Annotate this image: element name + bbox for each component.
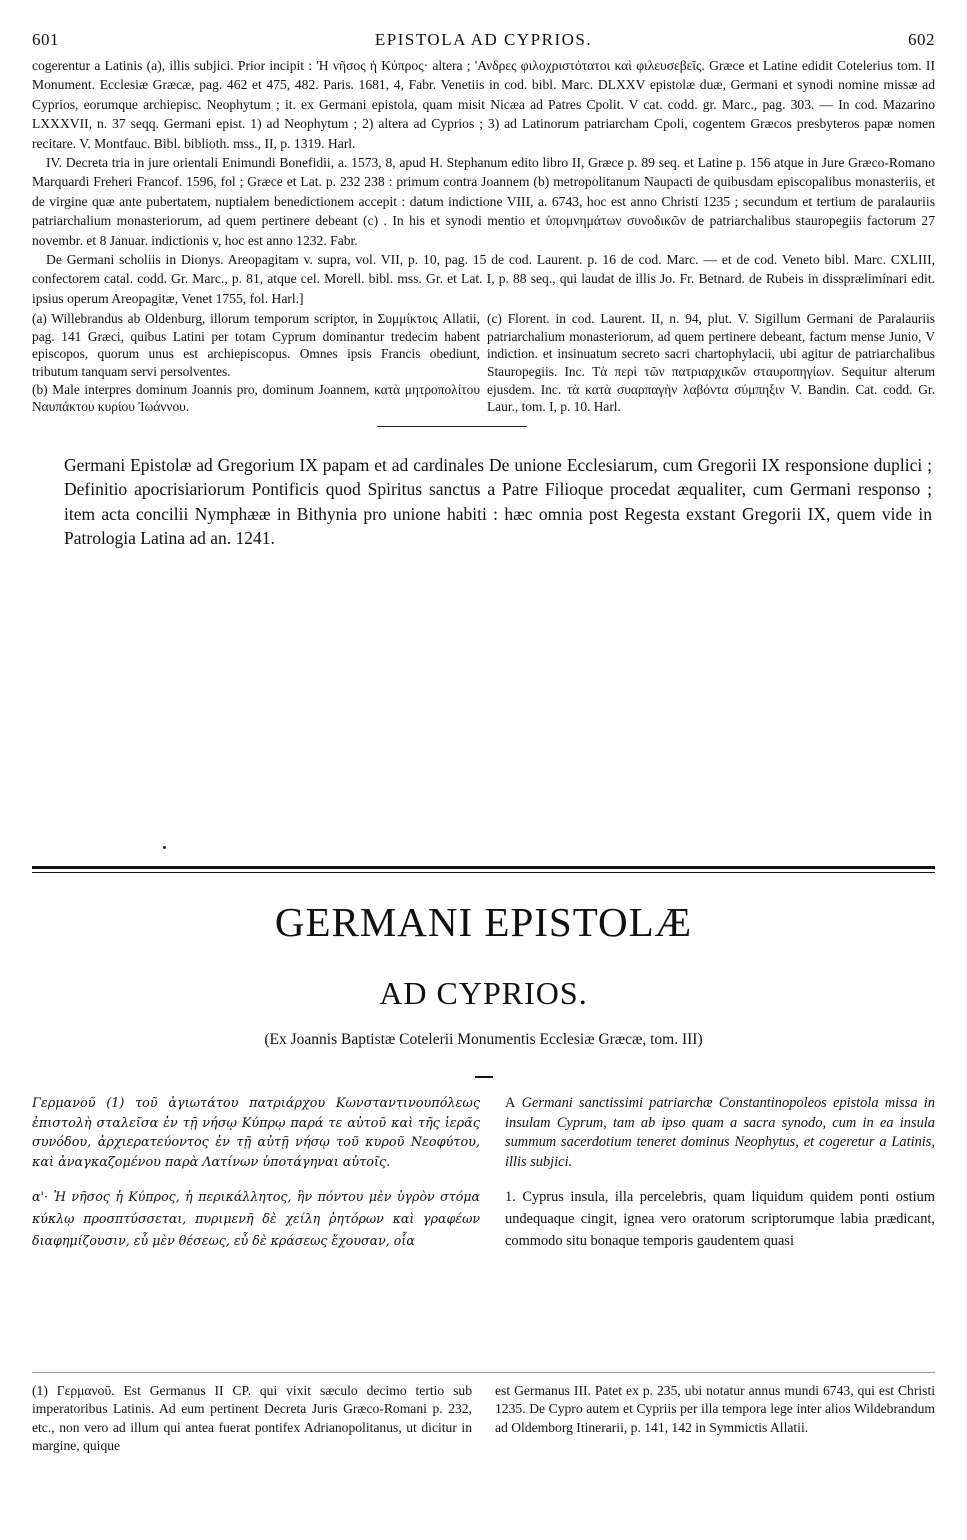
footnote-1: (1) Γερμανοῦ. Est Germanus II CP. qui vixit sæculo decimo tertio sub imperatoribus Latinis. Ad eum pertinent Decreta Juris Græco-Romani p. 232, etc., non vero ad illum qui antea fuerat pontifex Adrianopolitanus, ut dicitur in margine, quique	[32, 1383, 472, 1454]
note-b: (b) Male interpres dominum Joannis pro, dominum Joannem, κατὰ μητροπολίτου Ναυπάκτου κυρίου Ἰωάννου.	[32, 381, 480, 415]
footnote-right	[495, 1382, 935, 1456]
column-marker: A	[505, 1095, 516, 1111]
intro-paragraph-3: De Germani scholiis in Dionys. Areopagitam v. supra, vol. VII, p. 10, pag. 15 de cod. Laurent. p. 16 de cod. Marc. — et de cod. Veneto bibl. Marc. CXLIII, confectorem catal. codd. Gr. Marc., p. 81, atque cel. Morell. bibl. mss. Gr. et Lat. I, p. 88 seq., qui laudat de illis Jo. Fr. Betnard. de Rubeis in dissprælimínari edit. ipsius operum Areopagitæ, Venet 1755, fol. Harl.]	[32, 252, 935, 306]
latin-column	[505, 1094, 935, 1252]
footnote-1-continued: est Germanus III. Patet ex p. 235, ubi notatur annus mundi 6743, qui est Christi 1235. De Cypro autem et Cypriis per illa tempora lege inter alios Wildebrandum ad Oldemborg Itinerarii, p. 141, 142 in Symmictis Allatii.	[495, 1383, 935, 1435]
summary-paragraph: Germani Epistolæ ad Gregorium IX papam et ad cardinales De unione Ecclesiarum, cum Gregorii IX responsione duplici ; Definitio apocrisiariorum Pontificis quod Spiritus sanctus a Patre Filioque procedat æqualiter, cum Germani responso ; item acta concilii Nymphææ in Bithynia pro unione habiti : hæc omnia post Regesta exstant Gregorii IX, quem vide in Patrologia Latina ad an. 1241.	[64, 454, 932, 549]
note-c: (c) Florent. in cod. Laurent. II, n. 94, plut. V. Sigillum Germani de Paralauriis patriarchalium monasteriorum, ad quem pertinere debeant, factum mense Junio, V indiction. et insinuatum secreto sacri chartophylacii, ubi agitur de patriarchalibus Stauropegiis. Inc. Τὰ περὶ τῶν πατριαρχικῶν σταυροπηγίων. Sequitur alterum ejusdem. Inc. τὰ κατὰ συαρπαγὴν λαβόντα σύμπηξιν V. Bandin. Cat. codd. Gr. Laur., tom. I, p. 10. Harl.	[487, 311, 935, 415]
footnote-left	[32, 1382, 472, 1456]
thick-rule	[32, 866, 935, 869]
right-page-number: 602	[907, 30, 935, 49]
top-notes-left	[32, 310, 480, 416]
page	[32, 30, 935, 550]
greek-column	[32, 1094, 480, 1252]
greek-body: α'· Ἡ νῆσος ἡ Κύπρος, ἡ περικάλλητος, ἣν πόντου μὲν ὑγρὸν στόμα κύκλῳ προσπτύσσεται, πυριμενῆ δὲ χείλη ῥητόρων καὶ γραφέων διαφημίζουσιν, εὖ μὲν θέσεως, εὖ δὲ κράσεως ἔχουσαν, οἷα	[32, 1189, 480, 1249]
double-rule-divider	[32, 866, 935, 873]
top-notes-right	[487, 310, 935, 416]
latin-heading	[505, 1094, 935, 1172]
source-line: (Ex Joannis Baptistæ Cotelerii Monumentis Ecclesiæ Græcæ, tom. III)	[264, 1031, 703, 1048]
parallel-text	[32, 1094, 935, 1252]
left-page-number: 601	[32, 30, 59, 49]
intro-paragraph-1: cogerentur a Latinis (a), illis subjici. Prior incipit : 'Η νῆσος ἡ Κύπρος· altera ; 'Ανδρες φιλοχριστότατοι καὶ φιλευσεβεῖς. Græce et Latine edidit Cotelerius tom. II Monument. Ecclesiæ Græcæ, pag. 462 et 475, 482. Paris. 1681, 4, Fabr. Venetiis in cod. bibl. Marc. DLXXV epistolæ duæ, Germani et synodi nomine missæ ad Cyprios, eorumque archiepisc. Neophytum ; it. ex Germani epistola, quam misit Nicæa ad Patres Cpolit. V cat. codd. gr. Marc., pag. 303. — In cod. Mazarino LXXXVII, n. 37 seqq. Germani epist. 1) ad Neophytum ; 2) altera ad Cyprios ; 3) ad Latinorum patriarcham Cpoli, cogentem Græcos presbyteros papæ nomen recitare. V. Montfauc. Bibl. biblioth. mss., II, p. 1319. Harl.	[32, 58, 935, 151]
intro-paragraph-2: IV. Decreta tria in jure orientali Enimundi Bonefidii, a. 1573, 8, apud H. Stephanum edito libro II, Græce p. 89 seq. et Latine p. 156 atque in Jure Græco-Romano Marquardi Freheri Francof. 1596, fol ; Græce et Lat. p. 232 238 : primum contra Joannem (b) metropolitanum Naupacti de quibusdam episcopalibus monasteriis, et de virgine quæ ante pubertatem, nuptialem benedictionem accepit : datum indictione VIII, a. 6743, hoc est anno Christi 1235 ; secundum et tertium de paralauriis patriarchalium monasteriorum, ad quem pertinere debeant (c) . In his et synodi mentio et ὑπομνημάτων συνοδικῶν de patriarchalibus stauropegiis factorum 27 novembr. et 8 Januar. indictionis v, hoc est anno 1232. Fabr.	[32, 155, 935, 248]
sub-title: AD CYPRIOS.	[379, 975, 588, 1011]
latin-heading-text: Germani sanctissimi patriarchæ Constantinopoleos epistola missa in insulam Cyprum, tam ab ipso quam a sacra synodo, cum in ea insula summum sacerdotium teneret dominus Neophytus, et cogeretur a Latinis, illis subjici.	[505, 1095, 935, 1170]
section-rule	[377, 426, 527, 427]
summary-block	[64, 453, 932, 551]
greek-heading: Γερμανοῦ (1) τοῦ ἁγιωτάτου πατριάρχου Κωνσταντινουπόλεως ἐπιστολὴ σταλεῖσα ἐν τῇ νήσῳ Κύπρῳ παρά τε αὐτοῦ καὶ τῆς ἱερᾶς συνόδου, ἀρχιερατεύοντος ἐν τῇ αὐτῇ νήσῳ τοῦ κυροῦ Νεοφύτου, καὶ ἀναγκαζομένου παρὰ Λατίνων ὑποτάγηναι αὐτοῖς.	[32, 1096, 480, 1170]
footnotes	[32, 1382, 935, 1456]
short-dash	[475, 1076, 493, 1078]
thin-rule	[32, 872, 935, 873]
main-title: GERMANI EPISTOLÆ	[274, 899, 693, 945]
running-title: EPISTOLA AD CYPRIOS.	[374, 30, 593, 49]
note-a: (a) Willebrandus ab Oldenburg, illorum temporum scriptor, in Συμμίκτοις Allatii, pag. 141 Græci, quibus Latini per totam Cyprum dominantur tredecim habent episcopos, quorum unus est archiepiscopus. Omnes ipsis Francis obediunt, tributum tanquam servi persolventes.	[32, 311, 480, 380]
intro-block	[32, 56, 935, 308]
top-notes	[32, 310, 935, 416]
footnote-rule	[32, 1372, 935, 1373]
running-header	[32, 30, 935, 50]
latin-body: 1. Cyprus insula, illa percelebris, quam liquidum quidem ponti ostium undequaque cingit, ignea vero oratorum scriptorumque labia prædicant, commodo situ bonaque temporis gaudentem quasi	[505, 1189, 935, 1250]
stray-dot	[163, 846, 166, 849]
